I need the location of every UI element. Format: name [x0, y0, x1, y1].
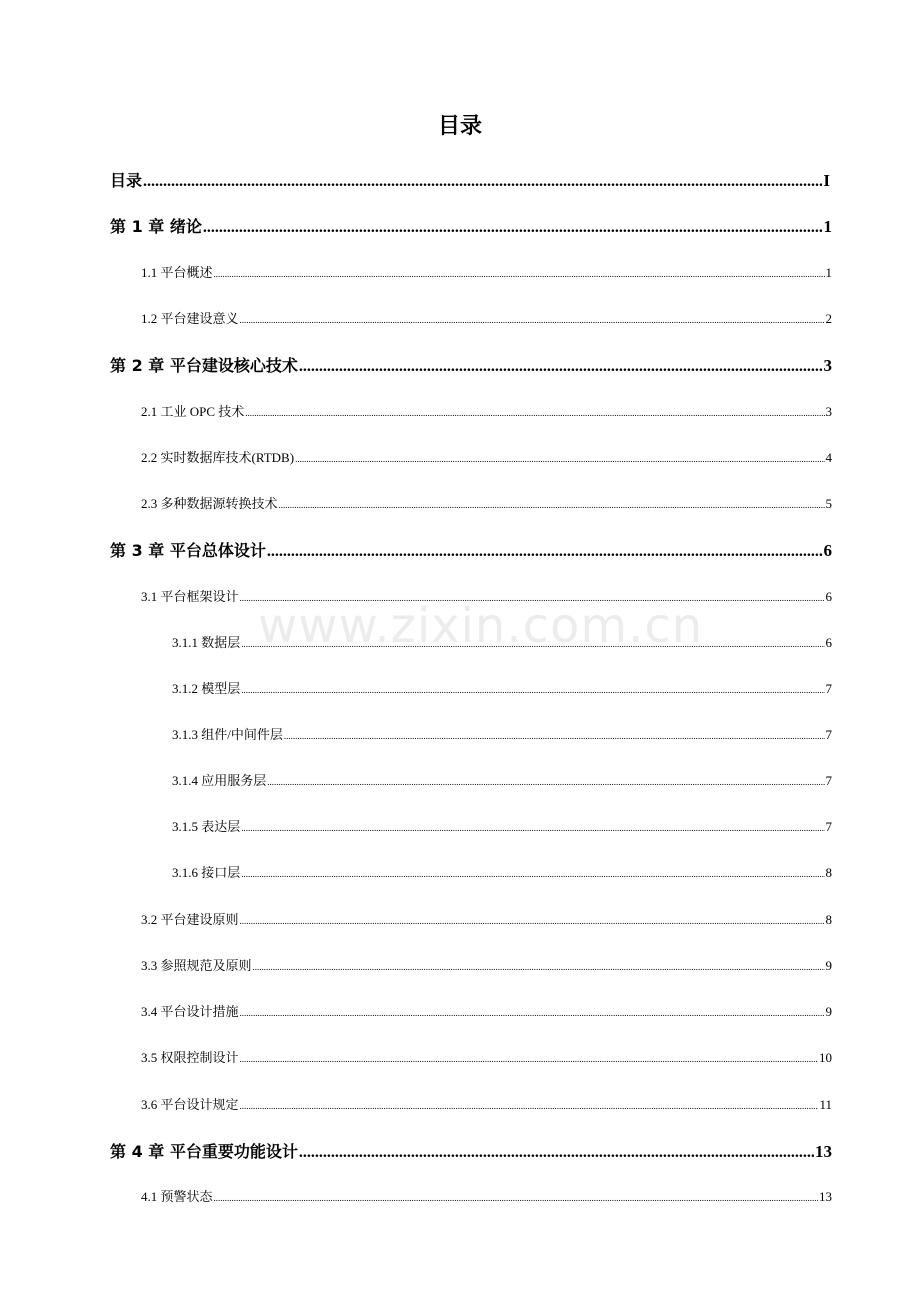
toc-leader-dots — [299, 1142, 814, 1162]
toc-entry[interactable] — [172, 678, 832, 697]
toc-leader-dots — [267, 773, 824, 789]
toc-leader-dots — [241, 635, 824, 651]
toc-leader-dots — [203, 217, 823, 237]
toc-entry-label: 1.1 平台概述 — [141, 265, 213, 280]
toc-entry-label: 第 2 章 平台建设核心技术 — [110, 356, 298, 375]
toc-entry-label: 目录 — [110, 171, 143, 190]
toc-entry-page: 9 — [825, 1004, 832, 1019]
toc-entry-page: 13 — [815, 1142, 832, 1161]
toc-entry-label: 3.3 参照规范及原则 — [141, 958, 252, 973]
watermark: www.zixin.com.cn — [258, 598, 704, 654]
toc-entry-page: 3 — [823, 356, 832, 375]
toc-entry-page: 3 — [825, 404, 832, 419]
toc-entry[interactable] — [141, 447, 832, 466]
toc-leader-dots — [295, 450, 824, 466]
toc-leader-dots — [253, 958, 825, 974]
toc-leader-dots — [240, 1004, 825, 1020]
toc-entry[interactable] — [172, 724, 832, 743]
toc-entry-label: 3.1.6 接口层 — [172, 865, 241, 880]
toc-entry[interactable] — [141, 1047, 832, 1066]
toc-leader-dots — [241, 681, 824, 697]
toc-entry-label: 第 3 章 平台总体设计 — [110, 541, 266, 560]
toc-entry-page: 10 — [819, 1050, 832, 1065]
toc-leader-dots — [267, 541, 823, 561]
toc-entry-page: 6 — [825, 635, 832, 650]
toc-entry-label: 3.1.5 表达层 — [172, 819, 241, 834]
toc-leader-dots — [240, 589, 825, 605]
toc-entry-label: 2.1 工业 OPC 技术 — [141, 404, 245, 419]
toc-entry-page: 5 — [825, 496, 832, 511]
toc-entry-label: 3.6 平台设计规定 — [141, 1097, 239, 1112]
toc-entry-page: 8 — [825, 865, 832, 880]
toc-leader-dots — [240, 1050, 818, 1066]
toc-entry[interactable] — [141, 1001, 832, 1020]
toc-entry[interactable] — [141, 308, 832, 327]
toc-entry-label: 3.1 平台框架设计 — [141, 589, 239, 604]
toc-entry-page: 11 — [819, 1097, 832, 1112]
toc-entry[interactable] — [110, 214, 832, 237]
toc-entry[interactable] — [141, 401, 832, 420]
toc-entry-page: 2 — [825, 311, 832, 326]
toc-entry-page: I — [823, 171, 830, 190]
toc-entry[interactable] — [172, 770, 832, 789]
toc-entry-page: 1 — [825, 265, 832, 280]
toc-entry-label: 2.3 多种数据源转换技术 — [141, 496, 278, 511]
toc-entry-page: 1 — [823, 217, 832, 236]
toc-entry-page: 6 — [825, 589, 832, 604]
toc-entry-label: 3.1.4 应用服务层 — [172, 773, 267, 788]
toc-entry-page: 13 — [819, 1189, 832, 1204]
toc-entry[interactable] — [141, 1094, 832, 1113]
toc-entry-label: 1.2 平台建设意义 — [141, 311, 239, 326]
toc-entry-page: 8 — [825, 912, 832, 927]
toc-entry-label: 3.4 平台设计措施 — [141, 1004, 239, 1019]
toc-entry-page: 7 — [825, 773, 832, 788]
toc-entry-label: 3.5 权限控制设计 — [141, 1050, 239, 1065]
toc-leader-dots — [241, 819, 824, 835]
toc-leader-dots — [245, 404, 824, 420]
toc-entry-label: 3.1.3 组件/中间件层 — [172, 727, 283, 742]
toc-entry-page: 7 — [825, 819, 832, 834]
toc-entry[interactable] — [110, 168, 830, 191]
toc-entry-page: 4 — [825, 450, 832, 465]
toc-entry[interactable] — [172, 862, 832, 881]
toc-leader-dots — [143, 171, 822, 191]
toc-leader-dots — [299, 356, 823, 376]
toc-entry[interactable] — [172, 632, 832, 651]
toc-leader-dots — [279, 496, 825, 512]
toc-entry-label: 3.1.1 数据层 — [172, 635, 241, 650]
toc-entry[interactable] — [110, 1139, 832, 1162]
toc-leader-dots — [284, 727, 825, 743]
toc-entry[interactable] — [141, 262, 832, 281]
toc-entry[interactable] — [141, 493, 832, 512]
toc-entry[interactable] — [141, 955, 832, 974]
toc-entry-page: 7 — [825, 727, 832, 742]
toc-entry-label: 2.2 实时数据库技术(RTDB) — [141, 450, 295, 465]
toc-entry-label: 4.1 预警状态 — [141, 1189, 213, 1204]
toc-entry-page: 9 — [825, 958, 832, 973]
toc-leader-dots — [240, 311, 825, 327]
toc-entry-label: 3.1.2 模型层 — [172, 681, 241, 696]
toc-leader-dots — [240, 912, 825, 928]
toc-entry[interactable] — [110, 538, 832, 561]
page-title: 目录 — [437, 114, 482, 139]
toc-entry-label: 第 1 章 绪论 — [110, 217, 202, 236]
toc-entry[interactable] — [141, 586, 832, 605]
toc-leader-dots — [240, 1097, 819, 1113]
toc-entry-label: 3.2 平台建设原则 — [141, 912, 239, 927]
toc-leader-dots — [214, 265, 825, 281]
toc-entry[interactable] — [141, 1186, 832, 1205]
toc-entry[interactable] — [110, 353, 832, 376]
toc-entry-page: 6 — [823, 541, 832, 560]
toc-leader-dots — [214, 1189, 818, 1205]
toc-entry[interactable] — [141, 909, 832, 928]
toc-entry-page: 7 — [825, 681, 832, 696]
toc-entry[interactable] — [172, 816, 832, 835]
toc-entry-label: 第 4 章 平台重要功能设计 — [110, 1142, 298, 1161]
toc-leader-dots — [241, 865, 824, 881]
